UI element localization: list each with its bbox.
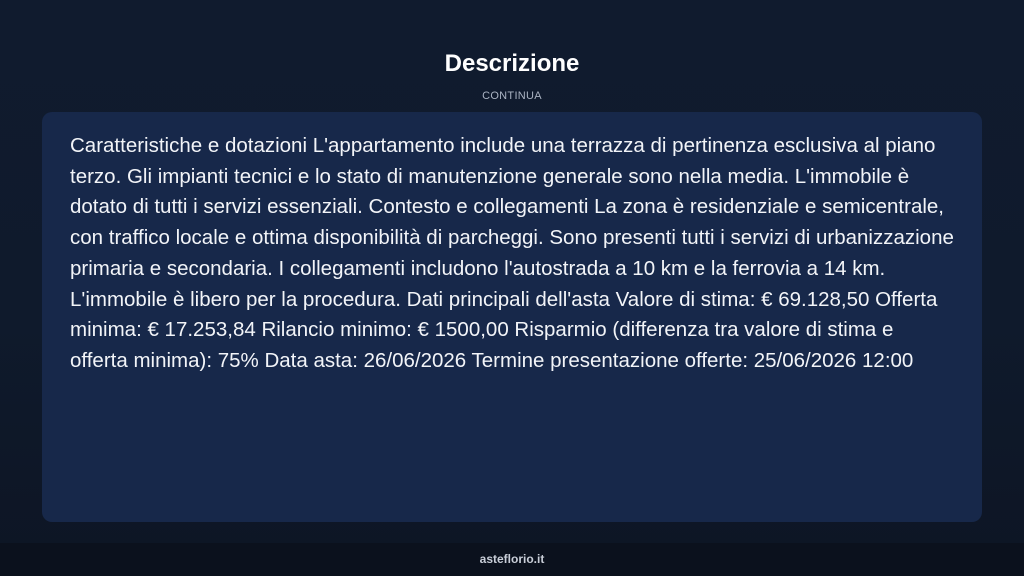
page-subtitle: CONTINUA <box>482 90 542 102</box>
page-title: Descrizione <box>444 50 580 77</box>
description-text: Caratteristiche e dotazioni L'appartamento include una terrazza di pertinenza esclusiva al piano terzo. Gli impianti tecnici e lo stato di manutenzione generale sono nella media. L'immobile è dotato di tutti i servizi essenziali. Contesto e collegamenti La zona è residenziale e semicentrale, con traffico locale e ottima disponibilità di parcheggi. Sono presenti tutti i servizi di urbanizzazione primaria e secondaria. I collegamenti includono l'autostrada a 10 km e la ferrovia a 14 km. L'immobile è libero per la procedura. Dati principali dell'asta Valore di stima: € 69.128,50 Offerta minima: € 17.253,84 Rilancio minimo: € 1500,00 Risparmio (differenza tra valore di stima e offerta minima): 75% Data asta: 26/06/2026 Termine presentazione offerte: 25/06/2026 12:00 <box>70 134 954 372</box>
description-card <box>42 112 982 522</box>
footer-site-name: asteflorio.it <box>479 552 545 566</box>
footer-bar <box>0 543 1024 576</box>
